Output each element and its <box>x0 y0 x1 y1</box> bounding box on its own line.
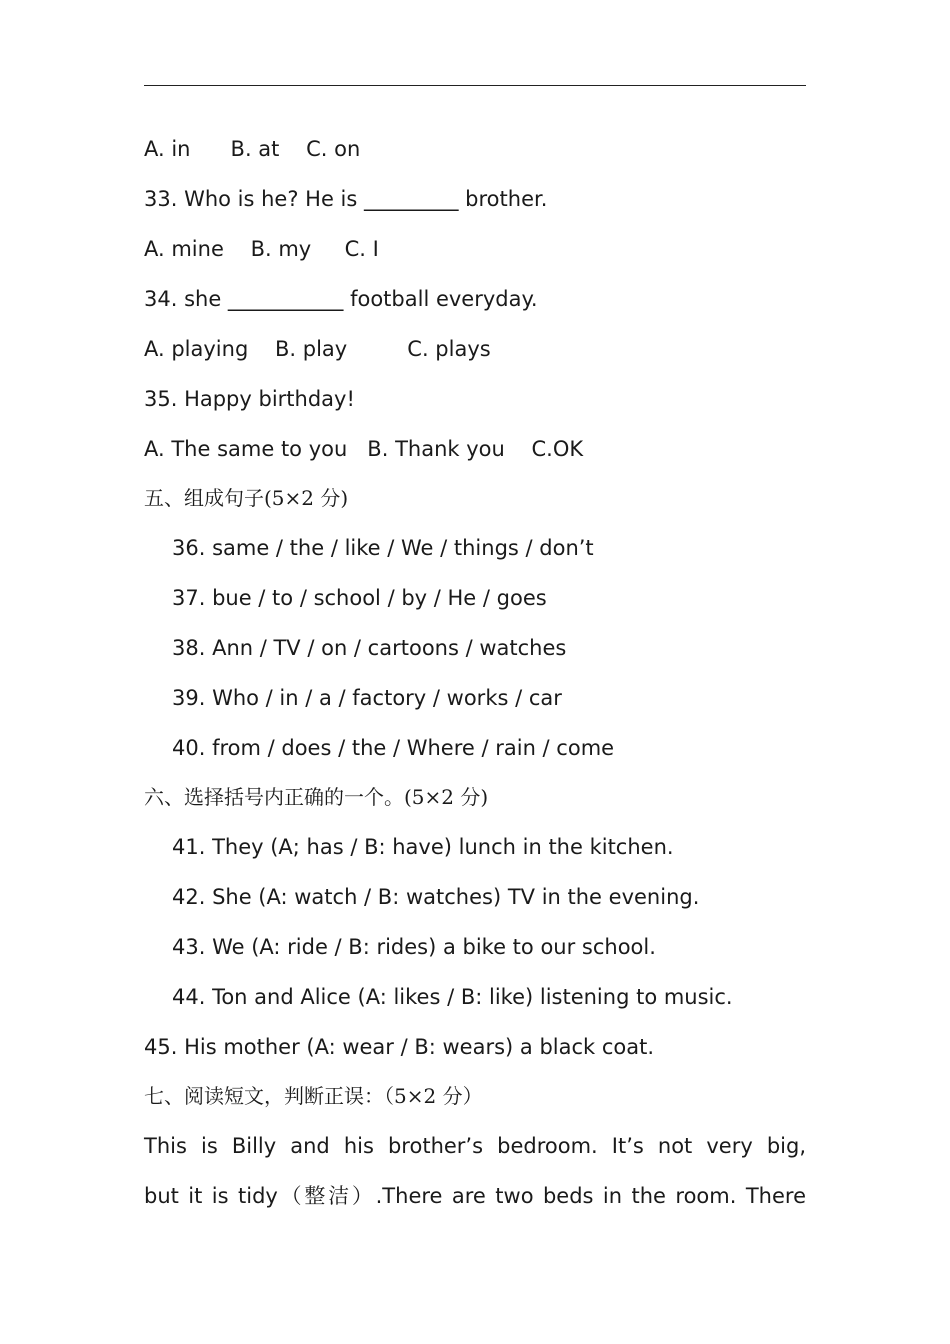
section-5-heading: 五、组成句子(5×2 分) <box>144 486 349 510</box>
section-7-heading: 七、阅读短文，判断正误：（5×2 分） <box>144 1084 483 1108</box>
question-44: 44. Ton and Alice (A: likes / B: like) listening to music. <box>172 985 733 1009</box>
question-37: 37. bue / to / school / by / He / goes <box>172 586 547 610</box>
question-39: 39. Who / in / a / factory / works / car <box>172 686 562 710</box>
question-38: 38. Ann / TV / on / cartoons / watches <box>172 636 567 660</box>
question-41: 41. They (A; has / B: have) lunch in the kitchen. <box>172 835 674 859</box>
question-43: 43. We (A: ride / B: rides) a bike to our school. <box>172 935 656 959</box>
q33-options: A. mine B. my C. I <box>144 237 379 261</box>
header-rule <box>144 85 806 86</box>
question-33: 33. Who is he? He is _________ brother. <box>144 187 548 211</box>
q32-options: A. in B. at C. on <box>144 137 361 161</box>
question-45: 45. His mother (A: wear / B: wears) a black coat. <box>144 1035 655 1059</box>
reading-passage-line-2: but it is tidy（整洁）.There are two beds in the room. There <box>144 1184 806 1208</box>
question-34: 34. she ___________ football everyday. <box>144 287 538 311</box>
section-6-heading: 六、选择括号内正确的一个。(5×2 分) <box>144 785 489 809</box>
reading-passage-line-1: This is Billy and his brother’s bedroom. It’s not very big, <box>144 1134 806 1158</box>
question-40: 40. from / does / the / Where / rain / come <box>172 736 615 760</box>
question-42: 42. She (A: watch / B: watches) TV in the evening. <box>172 885 700 909</box>
q35-options: A. The same to you B. Thank you C.OK <box>144 437 584 461</box>
question-35: 35. Happy birthday! <box>144 387 355 411</box>
q34-options: A. playing B. play C. plays <box>144 337 491 361</box>
question-36: 36. same / the / like / We / things / don’t <box>172 536 594 560</box>
